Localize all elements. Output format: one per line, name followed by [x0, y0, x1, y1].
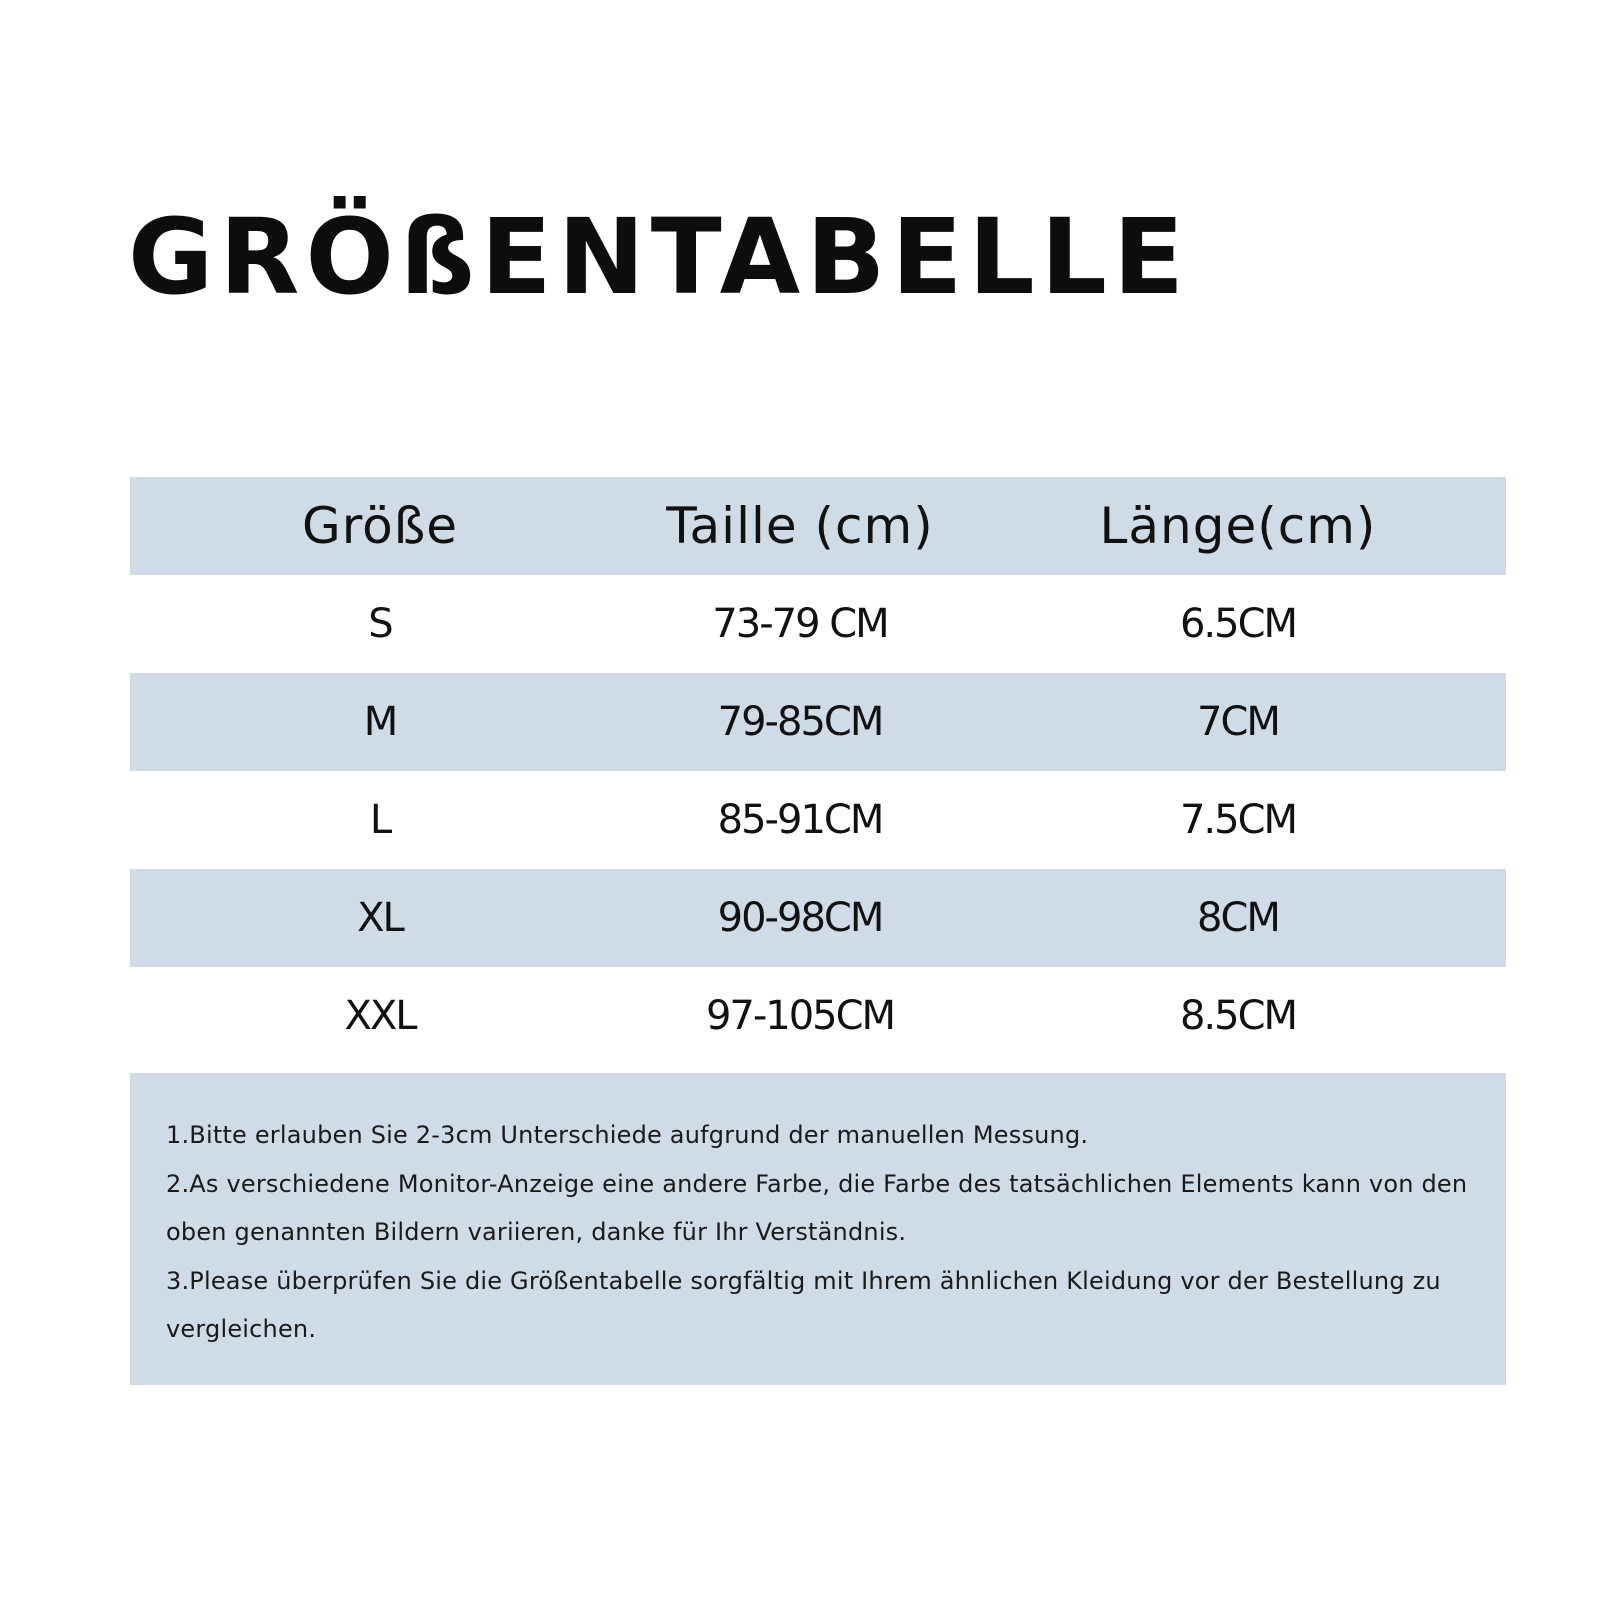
table-row	[130, 771, 1506, 869]
size-table	[130, 477, 1506, 1065]
size-cell: XXL	[344, 993, 416, 1039]
table-row	[130, 869, 1506, 967]
notes-box	[130, 1073, 1506, 1385]
length-cell: 7.5CM	[1179, 797, 1297, 843]
length-cell: 7CM	[1197, 699, 1279, 745]
header-length: Länge(cm)	[1099, 497, 1377, 555]
length-cell: 8CM	[1197, 895, 1279, 941]
length-cell: 8.5CM	[1179, 993, 1297, 1039]
size-cell: M	[363, 699, 397, 745]
header-size: Größe	[301, 497, 459, 555]
waist-cell: 73-79 CM	[712, 601, 888, 647]
table-row	[130, 967, 1506, 1065]
length-cell: 6.5CM	[1179, 601, 1297, 647]
size-cell: S	[368, 601, 392, 647]
waist-cell: 85-91CM	[717, 797, 883, 843]
waist-cell: 79-85CM	[717, 699, 883, 745]
table-header-row	[130, 477, 1506, 575]
size-cell: L	[369, 797, 391, 843]
table-row	[130, 575, 1506, 673]
note-3: 3.Please überprüfen Sie die Größentabelle sorgfältig mit Ihrem ähnlichen Kleidung vor der Bestellung zu vergleichen.	[166, 1266, 1441, 1343]
size-cell: XL	[357, 895, 403, 941]
header-waist: Taille (cm)	[666, 497, 934, 555]
waist-cell: 97-105CM	[705, 993, 895, 1039]
table-row	[130, 673, 1506, 771]
note-2: 2.As verschiedene Monitor-Anzeige eine andere Farbe, die Farbe des tatsächlichen Elements kann von den oben genannten Bildern variieren, danke für Ihr Verständnis.	[166, 1169, 1468, 1246]
note-1: 1.Bitte erlauben Sie 2-3cm Unterschiede aufgrund der manuellen Messung.	[166, 1121, 1089, 1149]
waist-cell: 90-98CM	[717, 895, 883, 941]
page-title: GRÖßENTABELLE	[128, 196, 1190, 318]
